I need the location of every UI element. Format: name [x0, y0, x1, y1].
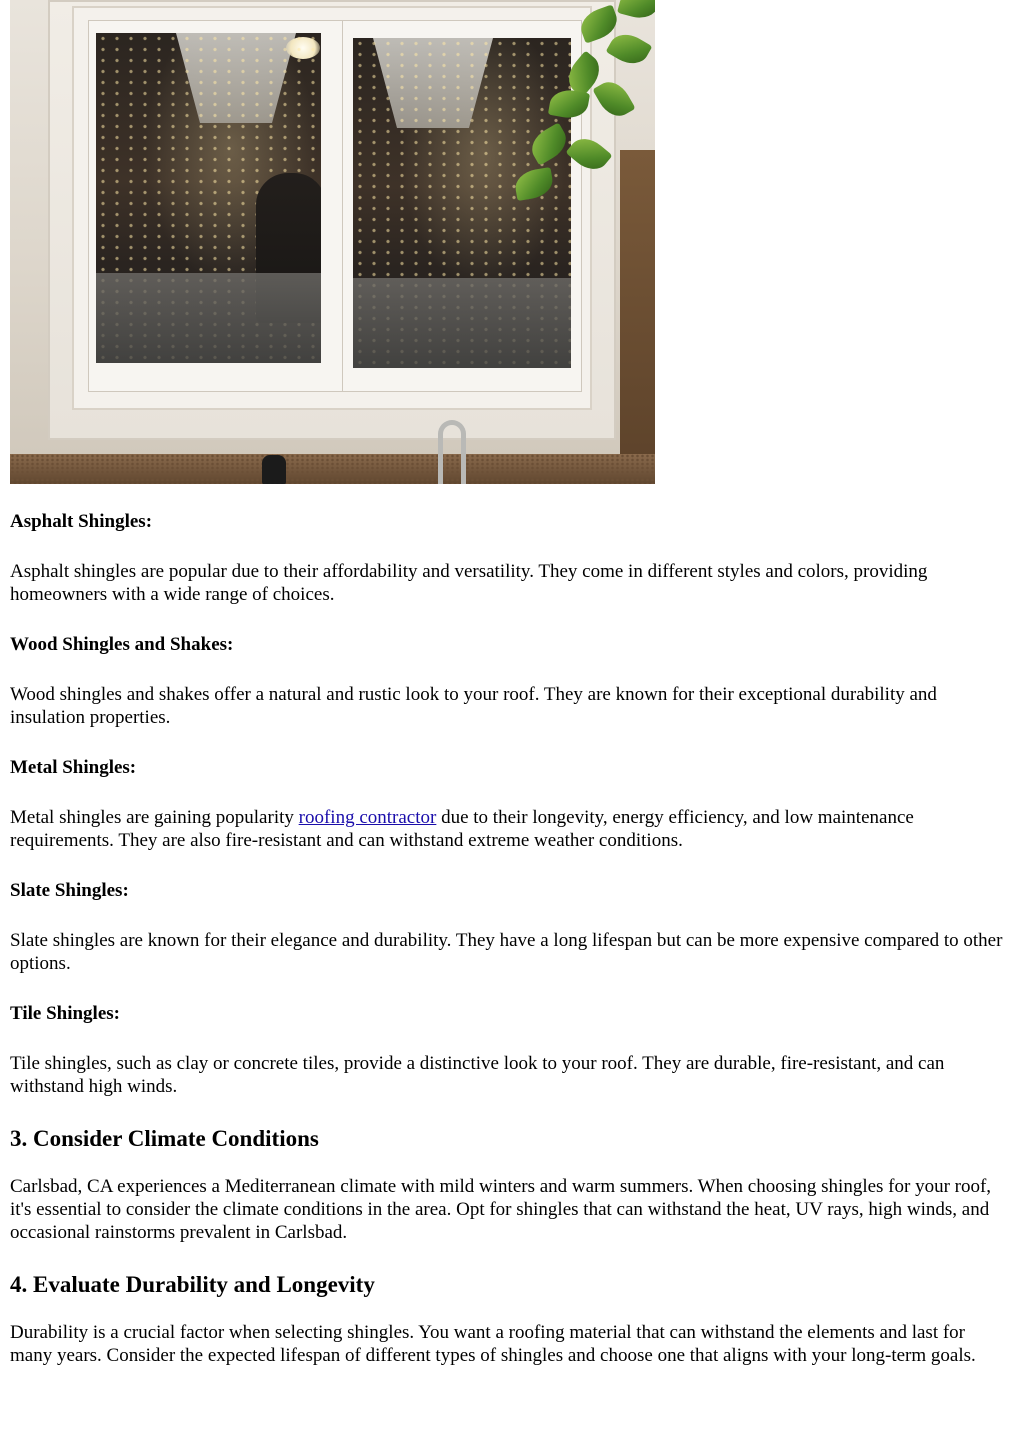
- faucet: [438, 420, 466, 484]
- plant-leaf: [617, 0, 655, 22]
- window-photo: [10, 0, 655, 484]
- subhead-asphalt: Asphalt Shingles:: [10, 511, 153, 532]
- para-tile: Tile shingles, such as clay or concrete tiles, provide a distinctive look to your roof. They are durable, fire-resistant, and can withstand high winds.: [10, 1053, 945, 1097]
- section-heading-durability: 4. Evaluate Durability and Longevity: [10, 1272, 375, 1297]
- roofing-contractor-link[interactable]: roofing contractor: [298, 807, 437, 828]
- subhead-wood: Wood Shingles and Shakes:: [10, 634, 234, 655]
- section-heading-climate: 3. Consider Climate Conditions: [10, 1126, 319, 1151]
- plant-leaf: [592, 76, 635, 123]
- para-asphalt: Asphalt shingles are popular due to their affordability and versatility. They come in different styles and colors, providing homeowners with a wide range of choices.: [10, 561, 928, 605]
- page: [10, 0, 1010, 1366]
- para-metal-before: Metal shingles are gaining popularity: [10, 807, 299, 828]
- article-body: [10, 510, 1010, 1394]
- subhead-slate: Slate Shingles:: [10, 880, 129, 901]
- para-durability: Durability is a crucial factor when selecting shingles. You want a roofing material that can withstand the elements and last for many years. Consider the expected lifespan of different types of shingles and choose one that aligns with your long-term goals.: [10, 1322, 976, 1366]
- para-metal: [10, 806, 1010, 852]
- plant-leaf: [548, 87, 590, 121]
- countertop: [10, 454, 655, 484]
- soap-dispenser: [262, 455, 286, 484]
- plant-leaf: [526, 122, 573, 165]
- subhead-tile: Tile Shingles:: [10, 1003, 120, 1024]
- reflected-counter: [353, 278, 571, 368]
- para-metal-after: due to their longevity, energy efficiency, and low maintenance requirements. They are also fire-resistant and can withstand extreme weather conditions.: [10, 807, 914, 851]
- para-slate: Slate shingles are known for their elegance and durability. They have a long lifespan but can be more expensive compared to other options.: [10, 930, 1003, 974]
- window-glass-left: [96, 33, 321, 363]
- plant-leaf: [565, 131, 612, 177]
- plant-leaf: [513, 167, 555, 201]
- hanging-plant: [510, 0, 655, 210]
- plant-leaf: [606, 27, 653, 70]
- para-climate: Carlsbad, CA experiences a Mediterranean climate with mild winters and warm summers. When choosing shingles for your roof, it's essential to consider the climate conditions in the area. Opt for shingles that can withstand the heat, UV rays, high winds, and occasional rainstorms prevalent in Carlsbad.: [10, 1176, 992, 1243]
- reflected-counter: [96, 273, 321, 363]
- subhead-metal: Metal Shingles:: [10, 757, 137, 778]
- para-wood: Wood shingles and shakes offer a natural and rustic look to your roof. They are known for their exceptional durability and insulation properties.: [10, 684, 937, 728]
